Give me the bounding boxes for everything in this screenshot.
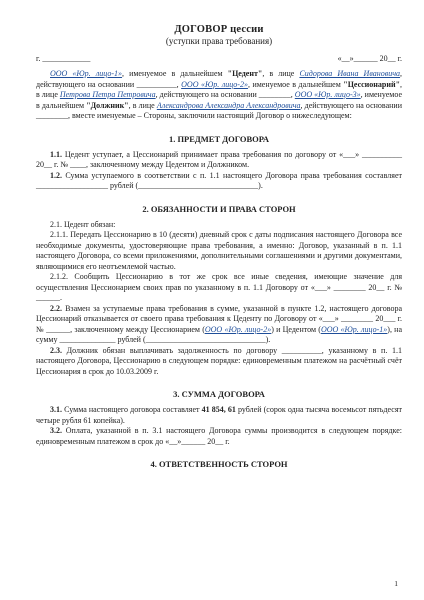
clause-2-1: 2.1. Цедент обязан: [50,219,116,229]
text-fragment: , в лице [36,79,403,99]
debtor-role: "Должник" [86,100,129,110]
clause-2-3 [36,346,402,378]
text-fragment: , в лице [262,69,300,78]
cessionary-role: "Цессионарий" [343,79,401,89]
parties-paragraph [36,69,402,122]
text-fragment: , именуемое в дальнейшем [122,69,228,78]
section-1-heading: 1. ПРЕДМЕТ ДОГОВОРА [168,133,270,144]
clause-text: Сумма уступаемого в соответствии с п. 1.1 настоящего Договора права требования составляет __________________ рублей (______________________________). [36,170,402,190]
clause-number: 1.2. [50,170,62,180]
cessionary-representative: Петрова Петра Петровича [59,90,156,99]
clause-text: Оплата, указанной в п. 3.1 настоящего Договора суммы производится в следующем порядке: единовременным платежом в срок до «__»______ 20__ г. [36,426,402,446]
cedent-name: ООО «Юр. лицо-1» [50,69,122,78]
cedent-role: "Цедент" [227,69,263,78]
debtor-representative: Александрова Александра Александровича [156,100,301,110]
section-4-heading: 4. ОТВЕТСТВЕННОСТЬ СТОРОН [150,459,288,469]
page-number: 1 [394,579,398,588]
text-fragment: , именуемое в дальнейшем [36,90,402,110]
clause-text: Взамен за уступаемые права требования в сумме, указанной в пункте 1.2, настоящего договора Цессионарий отказывается от своего права требования к Цеденту по Договору от «___» ________ 20___ г. № ______, заключенному между Цессионарием ( [36,303,402,334]
clause-number: 3.2. [50,426,62,435]
clause-2-2 [36,304,402,346]
document-subtitle: (уступки права требования) [165,36,273,46]
clause-text: рублей (сорок одна тысяча восемьсот пятьдесят четыре рубля 61 копейка). [36,405,402,425]
clause-1-1 [36,150,402,171]
clause-text: ), на сумму ______________ рублей (______________________________). [36,324,403,344]
cessionary-name: ООО «Юр. лицо-2» [181,79,248,89]
text-fragment: , в лице [128,100,157,110]
section-3-heading: 3. СУММА ДОГОВОРА [173,389,265,399]
clause-text: Должник обязан выплачивать задолженность по договору __________, указанному в п. 1.1 настоящего Договора, Цессионарию в следующем порядке: единовременным платежом на расчётный счёт Цессионария в срок до 10.03.2009 г. [36,345,402,376]
cedent-name-ref: ООО «Юр. лицо-1» [320,324,388,334]
clause-2-1-2: 2.1.2. Сообщить Цессионарию в тот же срок все иные сведения, имеющие значение для осуществления Цессионарием своих прав по указанному в п. 1.1 Договору от «___» ________ 20__ г. № ______. [36,272,402,302]
text-fragment: , именуемое в дальнейшем [247,79,344,89]
clause-number: 1.1. [50,149,62,159]
cessionary-name-ref: ООО «Юр. лицо-2» [204,324,272,334]
contract-sum: 41 854, 61 [201,405,236,414]
date-field: «__»______ 20__ г. [337,54,402,63]
cedent-representative: Сидорова Ивана Ивановича [299,69,401,78]
section-2-heading: 2. ОБЯЗАННОСТИ И ПРАВА СТОРОН [142,203,296,214]
clause-text: Сумма настоящего договора составляет [62,405,202,414]
clause-number: 2.3. [50,345,62,355]
text-fragment: , действующего на основании ________, [155,90,293,99]
city-field: г. ____________ [36,54,91,63]
text-fragment: , действующего на основании ________, вместе именуемые – Стороны, заключили настоящий Договор о нижеследующем: [36,100,402,120]
debtor-name: ООО «Юр. лицо-3» [294,90,361,99]
clause-text: ) и Цедентом ( [271,324,321,334]
clause-text: Цедент уступает, а Цессионарий принимает права требования по договору от «___» __________ 20__ г. № ____, заключенному между Цедентом и Должником. [36,149,402,169]
document-title: ДОГОВОР цессии [174,24,264,35]
clause-3-2 [36,426,402,447]
place-date-row [36,54,402,63]
clause-2-1-1: 2.1.1. Передать Цессионарию в 10 (десяти) дневный срок с даты подписания настоящего Договора все необходимые документы, удостоверяющие права требования, а именно: Договор, указанный в п. 1.1 настоящего Договора, со всеми приложениями, дополнительными соглашениями и другими документами, являющимися его неотъемлемой частью. [36,230,402,271]
clause-1-2 [36,171,402,192]
clause-number: 2.2. [50,303,62,313]
clause-3-1 [36,405,402,426]
text-fragment: , действующего на основании __________, [36,69,403,89]
clause-number: 3.1. [50,405,62,414]
